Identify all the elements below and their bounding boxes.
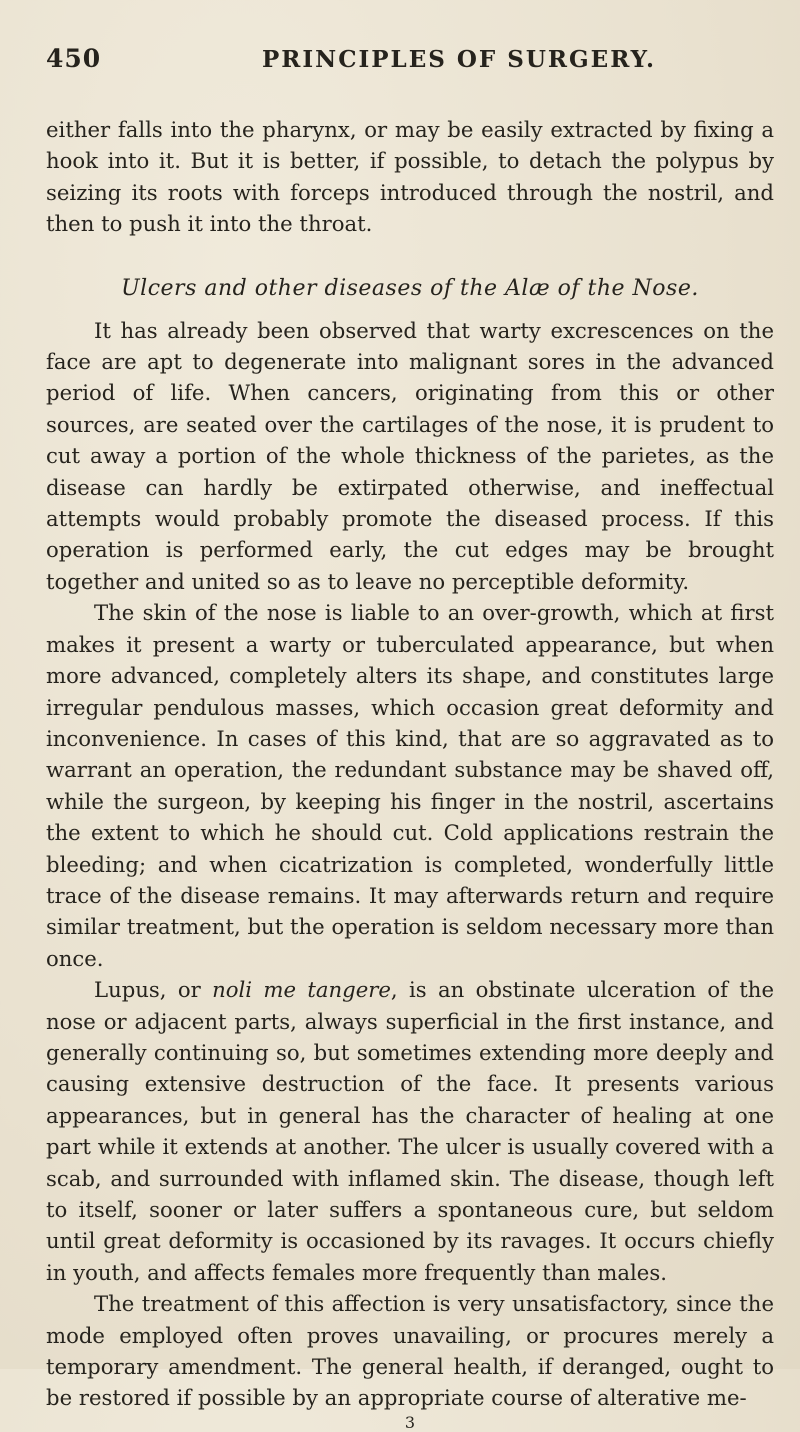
section-heading-text: Ulcers and other diseases of the (121, 275, 506, 301)
paragraph-continuation: either falls into the pharynx, or may be easily extracted by fixing a hook into it. But it is better, if possible, to detach the polypus by seizing its roots with forceps introduced through the nostril, and then to push it into the throat. (46, 117, 774, 237)
section-heading-latin: Alæ (505, 275, 551, 301)
signature-mark: 3 (404, 1412, 416, 1432)
paragraph-lupus (46, 974, 774, 1288)
section-heading (46, 276, 774, 301)
running-title: PRINCIPLES OF SURGERY. (262, 46, 657, 73)
book-page (46, 44, 774, 1432)
lupus-intro: Lupus, or (94, 977, 213, 1003)
page-header (46, 44, 774, 84)
paragraph-treatment: The treatment of this affection is very unsatisfactory, since the mode employed often proves unavailing, or procures merely a temporary amendment. The general health, if deranged, ought to be restored if possible by an appropriate course of alterative me- (46, 1291, 774, 1411)
page-number: 450 (46, 44, 102, 73)
lupus-body: , is an obstinate ulceration of the nose or adjacent parts, always superficial in the first instance, and generally continuing so, but sometimes extending more deeply and causing extensive destruction of the face. It presents various appearances, but in general has the character of healing at one part while it extends at another. The ulcer is usually covered with a scab, and surrounded with inflamed skin. The disease, though left to itself, sooner or later suffers a spontaneous cure, but seldom until great deformity is occasioned by its ravages. It occurs chiefly in youth, and affects females more frequently than males. (46, 977, 774, 1285)
paragraph-cancers: It has already been observed that warty excrescences on the face are apt to degenerate into malignant sores in the advanced period of life. When cancers, originating from this or other sources, are seated over the cartilages of the nose, it is prudent to cut away a portion of the whole thickness of the parietes, as the disease can hardly be extirpated otherwise, and ineffectual attempts would probably promote the diseased process. If this operation is performed early, the cut edges may be brought together and united so as to leave no perceptible deformity. (46, 317, 774, 594)
paragraph-overgrowth: The skin of the nose is liable to an over-growth, which at first makes it present a warty or tuberculated appearance, but when more advanced, completely alters its shape, and constitutes large irregular pendulous masses, which occasion great deformity and inconvenience. In cases of this kind, that are so aggravated as to warrant an operation, the redundant substance may be shaved off, while the surgeon, by keeping his finger in the nostril, ascertains the extent to which he should cut. Cold applications restrain the bleeding; and when cicatrization is completed, wonderfully little trace of the disease remains. It may afterwards return and require similar treatment, but the operation is seldom necessary more than once. (46, 600, 774, 971)
lupus-latin-term: noli me tangere (212, 977, 391, 1003)
section-heading-tail: of the Nose. (550, 275, 699, 301)
